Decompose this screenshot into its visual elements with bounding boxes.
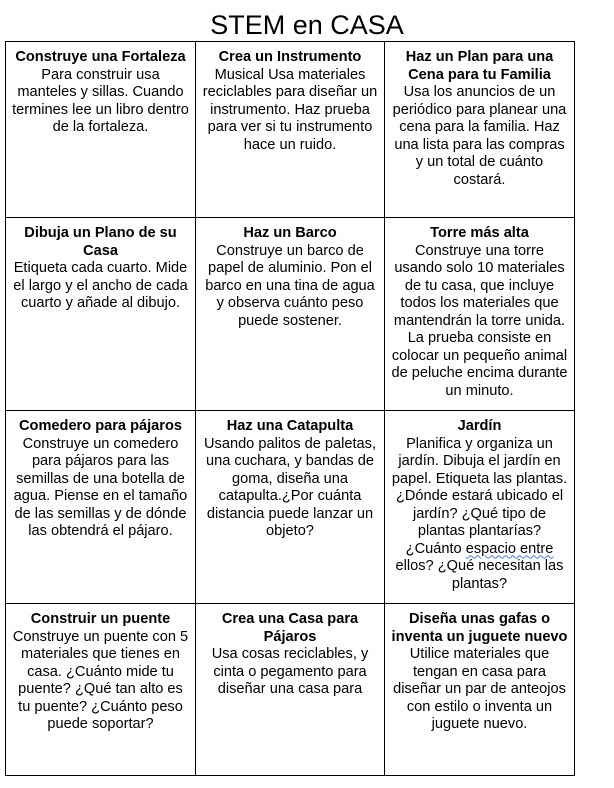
description-text: Planifica y organiza un jardín. Dibuja el jardín en papel. Etiqueta las plantas. ¿Dónde estará ubicado el jardín? ¿Qué tipo de plantas plantarías? ¿Cuánto xyxy=(391,435,568,557)
activity-title: Haz un Plan para una Cena para tu Familia xyxy=(405,49,554,83)
activity-title: Construir un puente xyxy=(30,611,171,627)
activity-title: Construye una Fortaleza xyxy=(15,49,186,65)
activity-title: Comedero para pájaros xyxy=(18,418,183,434)
activity-cell-catapulta xyxy=(196,411,385,604)
activity-description: Usa los anuncios de un periódico para planear una cena para la familia. Haz una lista para las compras y un total de cuánto costará. xyxy=(392,84,567,188)
activity-cell-instrumento xyxy=(196,42,385,218)
activity-description: Utilice materiales que tengan en casa para diseñar un par de anteojos con estilo o inventa un juguete nuevo. xyxy=(393,646,566,732)
activity-cell-gafas xyxy=(385,604,575,776)
activity-description xyxy=(390,436,569,594)
activity-title: Haz un Barco xyxy=(243,225,337,241)
activity-cell-cena xyxy=(385,42,575,218)
activity-title: Crea un Instrumento xyxy=(218,49,362,65)
grid-row xyxy=(6,42,575,218)
activity-cell-torre xyxy=(385,218,575,411)
activity-cell-puente xyxy=(6,604,196,776)
activity-title: Diseña unas gafas o inventa un juguete nuevo xyxy=(391,611,568,645)
grid-row xyxy=(6,218,575,411)
activity-grid xyxy=(5,41,575,776)
grid-row xyxy=(6,411,575,604)
activity-title: Haz una Catapulta xyxy=(226,418,354,434)
activity-description: Etiqueta cada cuarto. Mide el largo y el ancho de cada cuarto y añade al dibujo. xyxy=(13,260,188,311)
page-title: STEM en CASA xyxy=(210,10,404,40)
activity-description: Construye un comedero para pájaros para las semillas de una botella de agua. Piense en el tamaño de las semillas y de dónde las obtendrá el pájaro. xyxy=(13,435,188,539)
activity-description: Para construir usa manteles y sillas. Cuando termines lee un libro dentro de la fortaleza. xyxy=(12,66,189,135)
activity-description: Construye una torre usando solo 10 materiales de tu casa, que incluye todos los materiales que mantendrán la torre unida. La prueba consiste en colocar un pequeño animal de peluche encima durante un minuto. xyxy=(391,242,568,399)
spellcheck-marked-text: espacio entre xyxy=(465,540,554,557)
activity-title: Torre más alta xyxy=(430,225,529,241)
activity-cell-fortaleza xyxy=(6,42,196,218)
activity-title: Crea una Casa para Pájaros xyxy=(221,611,359,645)
grid-row xyxy=(6,604,575,776)
activity-cell-jardin xyxy=(385,411,575,604)
activity-title: Dibuja un Plano de su Casa xyxy=(24,225,177,259)
activity-description: Usa cosas reciclables, y cinta o pegamento para diseñar una casa para xyxy=(211,646,369,697)
activity-cell-comedero xyxy=(6,411,196,604)
description-text: ellos? ¿Qué necesitan las plantas? xyxy=(395,558,564,592)
activity-description: Usando palitos de paletas, una cuchara, y bandas de goma, diseña una catapulta.¿Por cuánta distancia puede lanzar un objeto? xyxy=(204,435,376,539)
activity-cell-casa-pajaros xyxy=(196,604,385,776)
activity-title: Jardín xyxy=(457,418,502,434)
activity-cell-plano xyxy=(6,218,196,411)
activity-description: Construye un barco de papel de aluminio. Pon el barco en una tina de agua y observa cuánto peso puede sostener. xyxy=(205,242,375,329)
activity-cell-barco xyxy=(196,218,385,411)
activity-description: Construye un puente con 5 materiales que tienes en casa. ¿Cuánto mide tu puente? ¿Qué tan alto es tu puente? ¿Cuánto peso puede soportar? xyxy=(12,628,189,732)
activity-description: Musical Usa materiales reciclables para diseñar un instrumento. Haz prueba para ver si tu instrumento hace un ruido. xyxy=(202,66,378,153)
